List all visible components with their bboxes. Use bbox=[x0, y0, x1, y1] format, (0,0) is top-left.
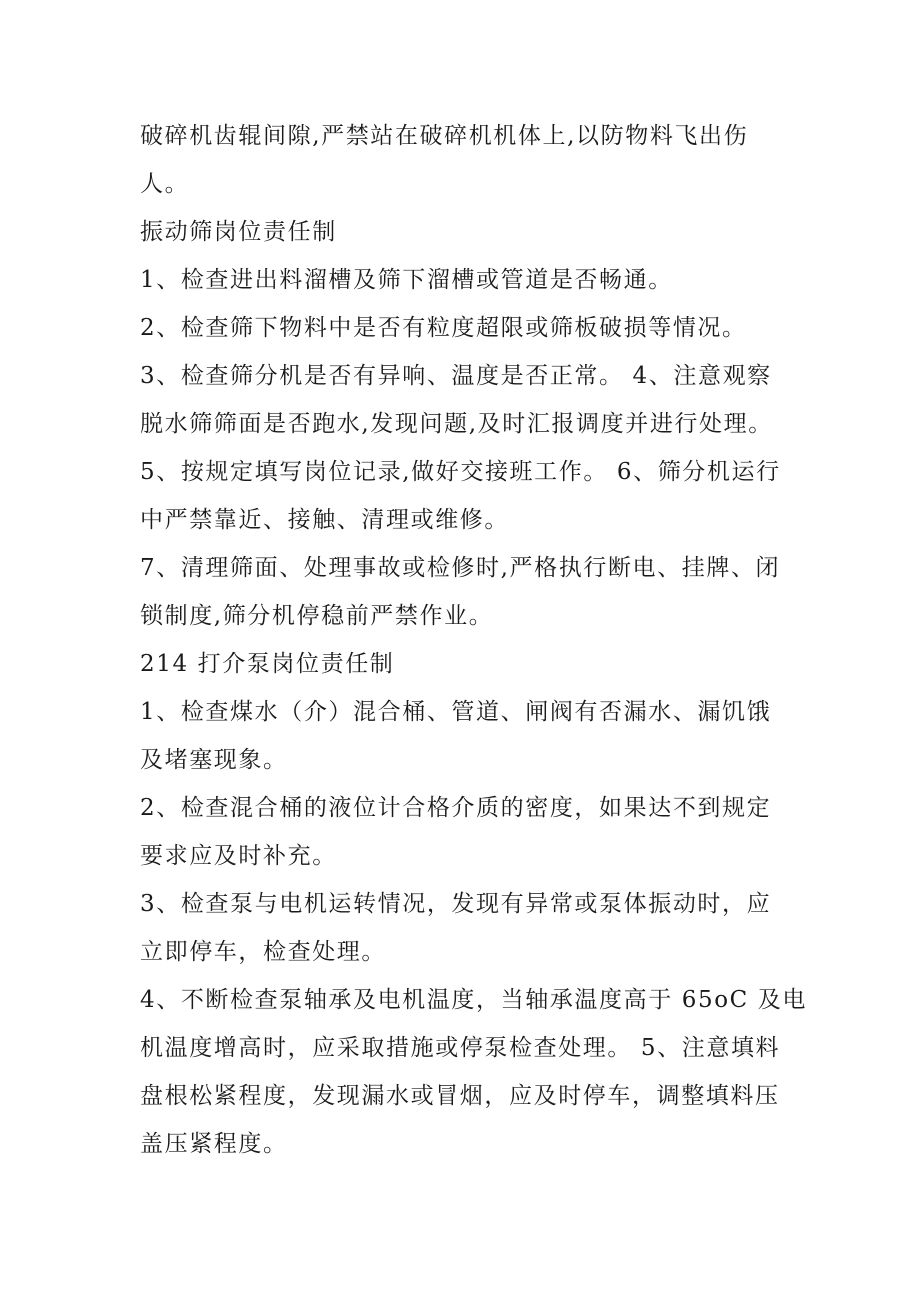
text-line: 3、检查泵与电机运转情况，发现有异常或泵体振动时，应 bbox=[140, 891, 772, 917]
text-line: 要求应及时补充。 bbox=[140, 843, 337, 869]
text-line: 5、按规定填写岗位记录,做好交接班工作。 6、筛分机运行 bbox=[140, 459, 781, 485]
text-line: 4、不断检查泵轴承及电机温度，当轴承温度高于 65oC 及电 bbox=[140, 987, 807, 1013]
text-line: 1、检查进出料溜槽及筛下溜槽或管道是否畅通。 bbox=[140, 267, 673, 293]
text-line: 锁制度,筛分机停稳前严禁作业。 bbox=[140, 603, 494, 629]
text-line: 及堵塞现象。 bbox=[140, 747, 288, 773]
text-line: 3、检查筛分机是否有异响、温度是否正常。 4、注意观察 bbox=[140, 363, 772, 389]
text-line: 盘根松紧程度，发现漏水或冒烟，应及时停车，调整填料压 bbox=[140, 1083, 780, 1109]
text-line: 中严禁靠近、接触、清理或维修。 bbox=[140, 507, 509, 533]
text-line: 1、检查煤水（介）混合桶、管道、闸阀有否漏水、漏饥饿 bbox=[140, 699, 772, 725]
text-line: 2、检查混合桶的液位计合格介质的密度，如果达不到规定 bbox=[140, 795, 772, 821]
section-heading: 振动筛岗位责任制 bbox=[140, 219, 337, 245]
text-line: 2、检查筛下物料中是否有粒度超限或筛板破损等情况。 bbox=[140, 315, 747, 341]
text-line: 脱水筛筛面是否跑水,发现问题,及时汇报调度并进行处理。 bbox=[140, 411, 773, 437]
text-line: 立即停车，检查处理。 bbox=[140, 939, 386, 965]
text-line: 人。 bbox=[140, 171, 190, 197]
text-line: 破碎机齿辊间隙,严禁站在破碎机机体上,以防物料飞出伤 bbox=[140, 123, 749, 149]
text-line: 7、清理筛面、处理事故或检修时,严格执行断电、挂牌、闭 bbox=[140, 555, 781, 581]
section-heading: 214 打介泵岗位责任制 bbox=[140, 651, 395, 677]
text-line: 机温度增高时，应采取措施或停泵检查处理。 5、注意填料 bbox=[140, 1035, 781, 1061]
text-line: 盖压紧程度。 bbox=[140, 1131, 288, 1157]
